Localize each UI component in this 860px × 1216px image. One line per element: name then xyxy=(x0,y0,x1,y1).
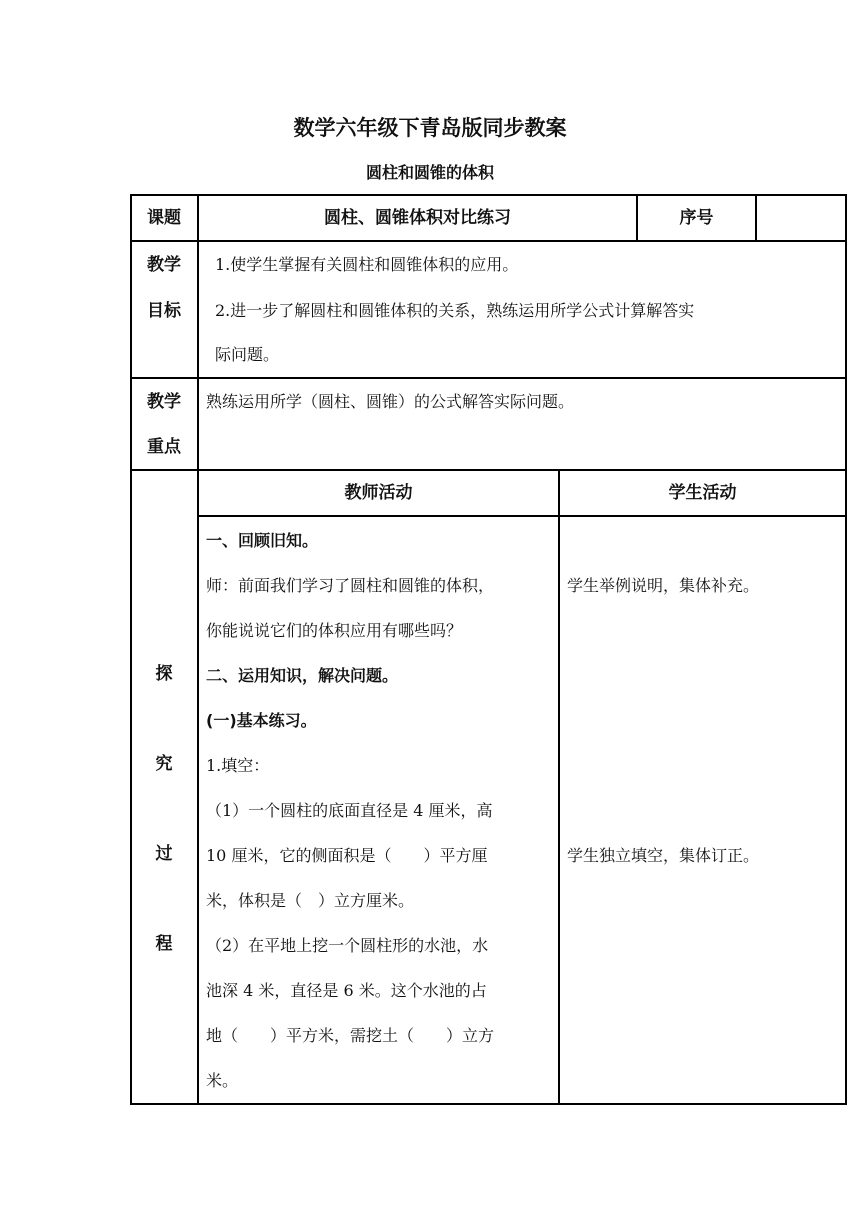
teacher-line: （2）在平地上挖一个圆柱形的水池，水 xyxy=(206,936,489,955)
key-text: 熟练运用所学（圆柱、圆锥）的公式解答实际问题。 xyxy=(206,392,575,411)
topic-label: 课题 xyxy=(147,208,181,228)
key-label-line2: 重点 xyxy=(147,437,181,457)
teacher-line: (一)基本练习。 xyxy=(206,711,317,730)
page-subtitle: 圆柱和圆锥的体积 xyxy=(365,163,494,182)
topic-value: 圆柱、圆锥体积对比练习 xyxy=(324,208,511,228)
teacher-line: 米，体积是（ ）立方厘米。 xyxy=(206,891,415,910)
process-label-char: 过 xyxy=(155,844,173,864)
page-title: 数学六年级下青岛版同步教案 xyxy=(293,116,567,140)
teacher-activity-header: 教师活动 xyxy=(344,483,413,503)
student-line: 学生举例说明，集体补充。 xyxy=(567,576,760,595)
goals-line-3: 际问题。 xyxy=(215,345,280,364)
student-line: 学生独立填空，集体订正。 xyxy=(567,846,760,865)
student-activity-header: 学生活动 xyxy=(668,483,737,503)
goals-label-line2: 目标 xyxy=(147,301,181,321)
teacher-line: 米。 xyxy=(206,1071,239,1090)
goals-line-2: 2.进一步了解圆柱和圆锥体积的关系，熟练运用所学公式计算解答实 xyxy=(215,301,695,320)
key-label-line1: 教学 xyxy=(147,392,181,412)
goals-line-1: 1.使学生掌握有关圆柱和圆锥体积的应用。 xyxy=(215,255,519,274)
goals-label-line1: 教学 xyxy=(147,255,181,275)
teacher-line: 师：前面我们学习了圆柱和圆锥的体积， xyxy=(206,576,495,595)
process-label-char: 探 xyxy=(155,664,173,684)
teacher-line: （1）一个圆柱的底面直径是 4 厘米，高 xyxy=(206,801,493,820)
teacher-line: 地（ ）平方米，需挖土（ ）立方 xyxy=(206,1026,495,1045)
table-border xyxy=(558,469,560,1105)
teacher-line: 池深 4 米，直径是 6 米。这个水池的占 xyxy=(206,981,487,1000)
process-label-char: 程 xyxy=(155,934,173,954)
teacher-line: 二、运用知识，解决问题。 xyxy=(206,666,399,685)
teacher-line: 10 厘米，它的侧面积是（ ）平方厘 xyxy=(206,846,488,865)
process-label-char: 究 xyxy=(155,754,173,774)
sequence-label: 序号 xyxy=(679,208,714,228)
teacher-line: 一、回顾旧知。 xyxy=(206,531,319,550)
table-border xyxy=(197,194,199,1105)
table-border xyxy=(845,194,847,1105)
teacher-line: 你能说说它们的体积应用有哪些吗？ xyxy=(206,621,463,640)
teacher-line: 1.填空： xyxy=(206,756,270,775)
table-border xyxy=(755,194,757,241)
